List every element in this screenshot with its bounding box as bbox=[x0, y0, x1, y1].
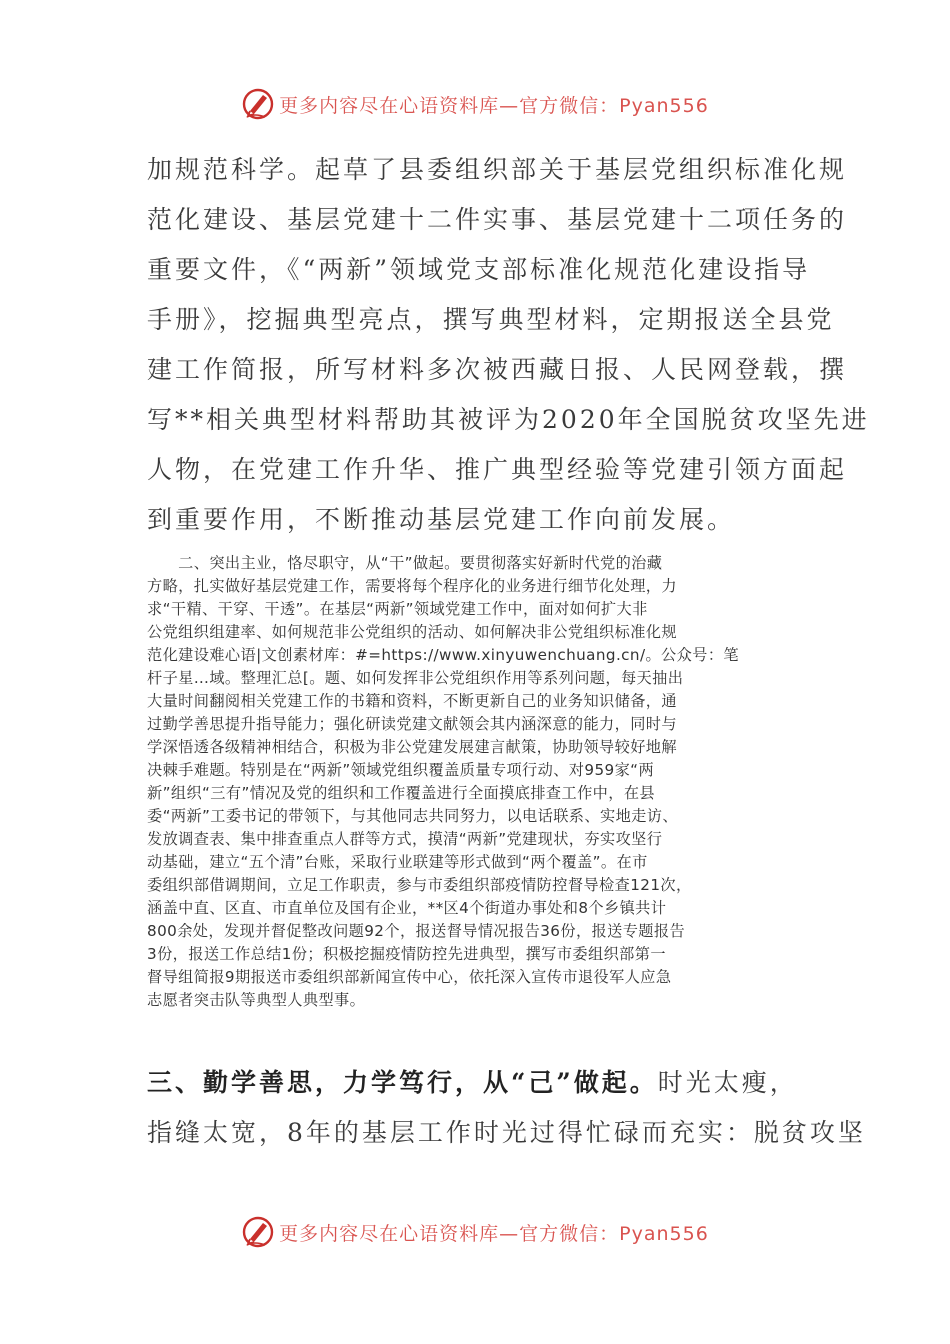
para1-line-8: 到重要作用，不断推动基层党建工作向前发展。 bbox=[147, 505, 736, 534]
para1-line-7: 人物，在党建工作升华、推广典型经验等党建引领方面起 bbox=[147, 455, 848, 484]
para2-line-20: 志愿者突击队等典型人典型事。 bbox=[147, 991, 366, 1009]
para2-line-17: 800余处，发现并督促整改问题92个，报送督导情况报告36份，报送专题报告 bbox=[147, 922, 686, 940]
para2-line-6: 杆子星…域。整理汇总[。题、如何发挥非公党组织作用等系列问题，每天抽出 bbox=[147, 669, 684, 687]
para2-line-14: 动基础，建立“五个清”台账，采取行业联建等形式做到“两个覆盖”。在市 bbox=[147, 853, 648, 871]
para2-line-10: 决棘手难题。特别是在“两新”领域党组织覆盖质量专项行动、对959家“两 bbox=[147, 761, 655, 779]
pen-logo-icon bbox=[241, 87, 275, 121]
para2-line-18: 3份，报送工作总结1份；积极挖掘疫情防控先进典型，撰写市委组织部第一 bbox=[147, 945, 666, 963]
para2-line-2: 方略，扎实做好基层党建工作，需要将每个程序化的业务进行细节化处理，力 bbox=[147, 577, 677, 595]
section-3-heading: 三、勤学善思，力学笃行，从“己”做起。 bbox=[147, 1068, 658, 1097]
para2-line-8: 过勤学善思提升指导能力；强化研读党建文献领会其内涵深意的能力，同时与 bbox=[147, 715, 677, 733]
para2-line-5: 范化建设难心语|文创素材库：#=https://www.xinyuwenchuang.cn/。公众号：笔 bbox=[147, 646, 739, 664]
pen-logo-icon bbox=[241, 1215, 275, 1249]
para1-line-3: 重要文件，《“两新”领域党支部标准化规范化建设指导 bbox=[147, 255, 811, 284]
para2-line-12: 委“两新”工委书记的带领下，与其他同志共同努力，以电话联系、实地走访、 bbox=[147, 807, 678, 825]
para2-line-16: 涵盖中直、区直、市直单位及国有企业，**区4个街道办事处和8个乡镇共计 bbox=[147, 899, 667, 917]
para1-line-5: 建工作简报，所写材料多次被西藏日报、人民网登载，撰 bbox=[147, 355, 848, 384]
para1-line-6: 写**相关典型材料帮助其被评为2020年全国脱贫攻坚先进 bbox=[147, 405, 870, 434]
para2-line-3: 求“干精、干穿、干透”。在基层“两新”领域党建工作中，面对如何扩大非 bbox=[147, 600, 648, 618]
para3-line-1-rest: 时光太瘦， bbox=[657, 1068, 798, 1097]
paragraph-2 bbox=[147, 552, 807, 1012]
banner-text: 更多内容尽在心语资料库—官方微信：Pyan556 bbox=[279, 1222, 709, 1245]
para2-line-9: 学深悟透各级精神相结合，积极为非公党建发展建言献策，协助领导较好地解 bbox=[147, 738, 677, 756]
para2-line-7: 大量时间翻阅相关党建工作的书籍和资料，不断更新自己的业务知识储备，通 bbox=[147, 692, 677, 710]
para1-line-1: 加规范科学。起草了县委组织部关于基层党组织标准化规 bbox=[147, 155, 848, 184]
para2-line-15: 委组织部借调期间，立足工作职责，参与市委组织部疫情防控督导检查121次， bbox=[147, 876, 692, 894]
para2-line-13: 发放调查表、集中排查重点人群等方式，摸清“两新”党建现状，夯实攻坚行 bbox=[147, 830, 663, 848]
para2-line-11: 新”组织“三有”情况及党的组织和工作覆盖进行全面摸底排查工作中，在县 bbox=[147, 784, 656, 802]
para1-line-2: 范化建设、基层党建十二件实事、基层党建十二项任务的 bbox=[147, 205, 848, 234]
paragraph-3 bbox=[147, 1058, 866, 1158]
footer-watermark-banner bbox=[0, 1212, 950, 1252]
para1-line-4: 手册》，挖掘典型亮点，撰写典型材料，定期报送全县党 bbox=[147, 305, 835, 334]
para3-line-1 bbox=[147, 1058, 807, 1108]
paragraph-1 bbox=[147, 145, 870, 545]
banner-text: 更多内容尽在心语资料库—官方微信：Pyan556 bbox=[279, 94, 709, 117]
para2-line-4: 公党组织组建率、如何规范非公党组织的活动、如何解决非公党组织标准化规 bbox=[147, 623, 677, 641]
para3-line-2: 指缝太宽，8年的基层工作时光过得忙碌而充实：脱贫攻坚 bbox=[147, 1118, 866, 1147]
para2-line-1: 二、突出主业，恪尽职守，从“干”做起。要贯彻落实好新时代党的治藏 bbox=[147, 554, 663, 572]
header-watermark-banner bbox=[0, 84, 950, 124]
para2-line-19: 督导组简报9期报送市委组织部新闻宣传中心，依托深入宣传市退役军人应急 bbox=[147, 968, 672, 986]
